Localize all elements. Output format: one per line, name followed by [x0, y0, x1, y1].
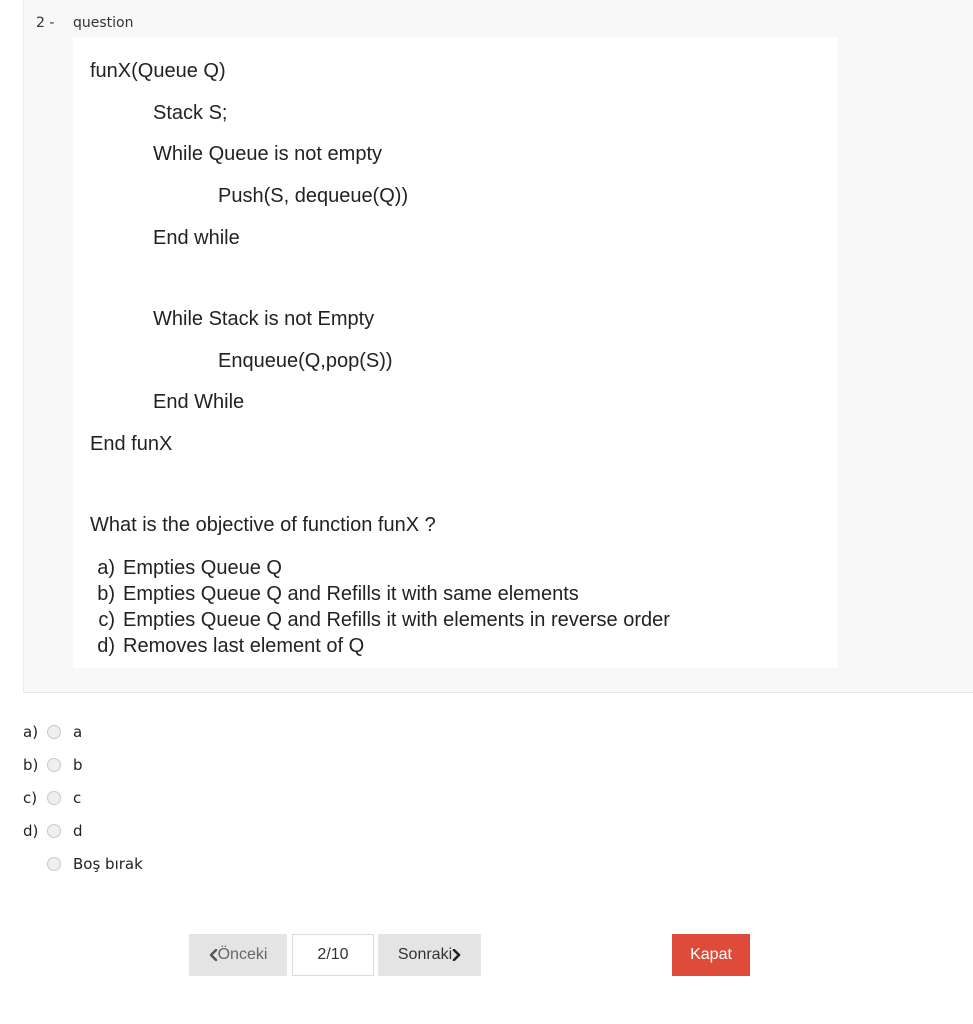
close-button[interactable]: Kapat — [672, 934, 750, 976]
chevron-left-icon — [209, 949, 218, 961]
image-option-label: d) — [97, 635, 115, 657]
page-indicator: 2/10 — [292, 934, 374, 976]
image-option-text: Empties Queue Q and Refills it with same elements — [123, 583, 579, 605]
chevron-right-icon — [452, 949, 461, 961]
radio-button[interactable] — [47, 824, 61, 838]
image-option-text: Removes last element of Q — [123, 635, 365, 657]
code-line: Push(S, dequeue(Q)) — [218, 185, 409, 207]
answer-text: a — [73, 723, 83, 741]
image-option-label: b) — [97, 583, 115, 605]
code-line: While Queue is not empty — [153, 143, 382, 165]
image-option — [87, 608, 670, 632]
answer-text: d — [73, 822, 83, 840]
answer-letter: a) — [23, 723, 39, 741]
answer-text: c — [73, 789, 82, 807]
code-line: Stack S; — [153, 102, 228, 124]
code-line: Enqueue(Q,pop(S)) — [218, 350, 393, 372]
image-option — [87, 556, 282, 580]
code-line: End While — [153, 391, 245, 413]
radio-button[interactable] — [47, 758, 61, 772]
question-title: question — [73, 15, 134, 31]
image-option — [87, 634, 364, 658]
image-option-label: c) — [98, 609, 115, 631]
question-number: 2 - — [36, 15, 55, 31]
code-line: While Stack is not Empty — [153, 308, 375, 330]
question-prompt: What is the objective of function funX ? — [90, 514, 436, 536]
next-button-label: Sonraki — [397, 946, 453, 963]
next-button[interactable] — [378, 934, 481, 976]
radio-button[interactable] — [47, 791, 61, 805]
code-line: End while — [153, 227, 240, 249]
code-line: End funX — [90, 433, 173, 455]
radio-button[interactable] — [47, 725, 61, 739]
previous-button-label: Önceki — [217, 946, 268, 963]
answer-letter: c) — [23, 789, 38, 807]
image-option-label: a) — [97, 557, 115, 579]
answer-text: Boş bırak — [73, 855, 143, 873]
code-line: funX(Queue Q) — [90, 60, 226, 82]
answer-text: b — [73, 756, 83, 774]
previous-button[interactable] — [189, 934, 287, 976]
answer-letter: b) — [23, 756, 39, 774]
question-image — [73, 37, 838, 668]
image-option-text: Empties Queue Q and Refills it with elements in reverse order — [123, 609, 670, 631]
image-option — [87, 582, 579, 606]
answer-letter: d) — [23, 822, 39, 840]
radio-button[interactable] — [47, 857, 61, 871]
image-option-text: Empties Queue Q — [123, 557, 282, 579]
